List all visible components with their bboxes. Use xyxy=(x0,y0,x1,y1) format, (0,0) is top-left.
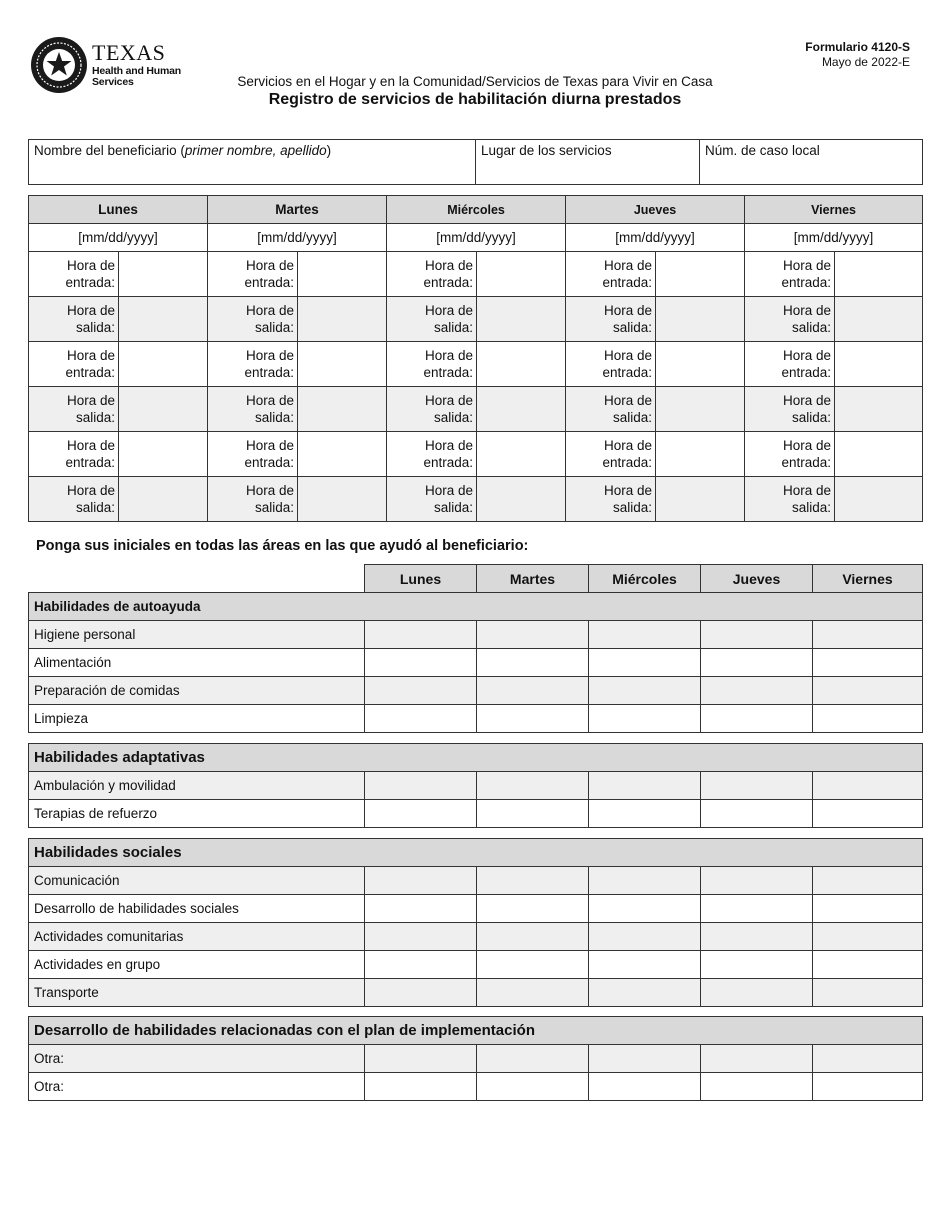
initials-cell[interactable] xyxy=(589,1073,701,1101)
time-label-line2: salida: xyxy=(254,500,295,515)
initials-cell[interactable] xyxy=(813,1073,923,1101)
time-out-label xyxy=(745,477,835,522)
beneficiary-name-field[interactable] xyxy=(29,140,476,185)
skill-row xyxy=(29,800,923,828)
skill-row xyxy=(29,867,923,895)
initials-cell[interactable] xyxy=(813,867,923,895)
time-label-line2: salida: xyxy=(433,320,474,335)
time-in-field[interactable] xyxy=(119,252,208,297)
date-field[interactable]: [mm/dd/yyyy] xyxy=(745,224,923,252)
time-in-field[interactable] xyxy=(835,252,923,297)
skill-label: Alimentación xyxy=(29,649,365,677)
day-header: Jueves xyxy=(566,196,745,224)
form-number: Formulario 4120-S xyxy=(805,40,910,54)
time-in-label xyxy=(387,342,477,387)
time-out-field[interactable] xyxy=(119,387,208,432)
skill-row xyxy=(29,621,923,649)
initials-cell[interactable] xyxy=(477,800,589,828)
time-label-line2: salida: xyxy=(75,320,115,335)
initials-cell[interactable] xyxy=(589,649,701,677)
initials-cell[interactable] xyxy=(813,772,923,800)
section-title: Desarrollo de habilidades relacionadas con el plan de implementación xyxy=(29,1017,923,1045)
time-label-line1: Hora de xyxy=(783,303,832,318)
dates-row xyxy=(29,224,923,252)
initials-cell[interactable] xyxy=(477,923,589,951)
case-number-label: Núm. de caso local xyxy=(705,143,820,158)
date-field[interactable]: [mm/dd/yyyy] xyxy=(566,224,745,252)
page-title: Registro de servicios de habilitación diurna prestados xyxy=(268,91,682,108)
initials-cell[interactable] xyxy=(365,705,477,733)
time-out-row xyxy=(29,297,923,342)
initials-cell[interactable] xyxy=(701,1045,813,1073)
time-label-line1: Hora de xyxy=(604,258,653,273)
initials-cell[interactable] xyxy=(701,951,813,979)
time-in-field[interactable] xyxy=(119,432,208,477)
time-label-line2: salida: xyxy=(75,500,115,515)
initials-cell[interactable] xyxy=(477,867,589,895)
time-out-label xyxy=(387,387,477,432)
initials-cell[interactable] xyxy=(589,923,701,951)
initials-cell[interactable] xyxy=(589,895,701,923)
time-label-line1: Hora de xyxy=(604,483,653,498)
initials-cell[interactable] xyxy=(813,1045,923,1073)
time-in-label xyxy=(566,252,656,297)
time-label-line1: Hora de xyxy=(424,393,474,408)
time-out-label xyxy=(566,477,656,522)
time-label-line2: salida: xyxy=(254,410,295,425)
initials-cell[interactable] xyxy=(477,1073,589,1101)
time-label-line1: Hora de xyxy=(783,438,832,453)
initials-cell[interactable] xyxy=(365,923,477,951)
initials-cell[interactable] xyxy=(365,951,477,979)
skill-row xyxy=(29,923,923,951)
time-label-line1: Hora de xyxy=(245,348,295,363)
initials-cell[interactable] xyxy=(589,705,701,733)
initials-cell[interactable] xyxy=(701,621,813,649)
initials-cell[interactable] xyxy=(477,705,589,733)
time-label-line2: entrada: xyxy=(423,275,474,290)
logo-texas-text: TEXAS xyxy=(92,40,166,65)
skill-row xyxy=(29,1045,923,1073)
time-out-row xyxy=(29,477,923,522)
time-label-line1: Hora de xyxy=(783,393,832,408)
time-out-label xyxy=(208,297,298,342)
time-out-field[interactable] xyxy=(656,477,745,522)
section-header-row xyxy=(29,744,923,772)
initials-cell[interactable] xyxy=(813,621,923,649)
time-in-label xyxy=(208,342,298,387)
time-in-label xyxy=(29,432,119,477)
time-out-label xyxy=(566,297,656,342)
initials-cell[interactable] xyxy=(365,800,477,828)
time-in-field[interactable] xyxy=(477,342,566,387)
initials-cell[interactable] xyxy=(477,895,589,923)
initials-cell[interactable] xyxy=(477,772,589,800)
service-location-field[interactable] xyxy=(476,140,700,185)
time-in-field[interactable] xyxy=(298,432,387,477)
skill-label: Comunicación xyxy=(29,867,365,895)
initials-cell[interactable] xyxy=(589,677,701,705)
page-subtitle: Servicios en el Hogar y en la Comunidad/Servicios de Texas para Vivir en Casa xyxy=(237,74,713,89)
time-in-label xyxy=(29,342,119,387)
section-header-row xyxy=(29,1017,923,1045)
section-header-row xyxy=(29,839,923,867)
date-field[interactable]: [mm/dd/yyyy] xyxy=(387,224,566,252)
initials-cell[interactable] xyxy=(589,951,701,979)
initials-cell[interactable] xyxy=(813,800,923,828)
time-label-line2: entrada: xyxy=(602,365,653,380)
skills-header-row xyxy=(29,565,923,593)
time-out-row xyxy=(29,387,923,432)
initials-cell[interactable] xyxy=(365,1073,477,1101)
initials-cell[interactable] xyxy=(477,649,589,677)
time-label-line1: Hora de xyxy=(66,348,115,363)
time-label-line1: Hora de xyxy=(245,483,295,498)
time-label-line2: salida: xyxy=(613,500,653,515)
time-out-label xyxy=(387,297,477,342)
time-out-field[interactable] xyxy=(298,387,387,432)
initials-cell[interactable] xyxy=(813,895,923,923)
initials-cell[interactable] xyxy=(701,895,813,923)
time-label-line1: Hora de xyxy=(783,348,832,363)
initials-cell[interactable] xyxy=(813,677,923,705)
skill-label: Actividades en grupo xyxy=(29,951,365,979)
time-out-label xyxy=(387,477,477,522)
time-label-line2: salida: xyxy=(613,320,653,335)
beneficiary-name-label: Nombre del beneficiario ( xyxy=(34,143,185,158)
time-label-line1: Hora de xyxy=(66,303,115,318)
time-label-line1: Hora de xyxy=(66,483,115,498)
initials-cell[interactable] xyxy=(589,979,701,1007)
time-in-field[interactable] xyxy=(477,252,566,297)
time-label-line1: Hora de xyxy=(66,258,115,273)
time-label-line1: Hora de xyxy=(604,438,653,453)
time-label-line1: Hora de xyxy=(424,483,474,498)
skill-row xyxy=(29,1073,923,1101)
skill-row xyxy=(29,772,923,800)
time-out-field[interactable] xyxy=(119,297,208,342)
initials-cell[interactable] xyxy=(813,705,923,733)
initials-cell[interactable] xyxy=(701,867,813,895)
time-out-label xyxy=(745,387,835,432)
initials-cell[interactable] xyxy=(701,677,813,705)
section-title: Habilidades de autoayuda xyxy=(29,593,923,621)
time-label-line2: salida: xyxy=(75,410,115,425)
time-label-line1: Hora de xyxy=(245,438,295,453)
time-out-field[interactable] xyxy=(298,477,387,522)
initials-cell[interactable] xyxy=(701,800,813,828)
initials-cell[interactable] xyxy=(701,979,813,1007)
time-out-label xyxy=(745,297,835,342)
initials-cell[interactable] xyxy=(365,895,477,923)
skills-day-header: Miércoles xyxy=(589,565,701,593)
section-header-row xyxy=(29,593,923,621)
time-in-field[interactable] xyxy=(298,252,387,297)
time-out-label xyxy=(566,387,656,432)
logo-subtitle-line2: Services xyxy=(92,75,134,88)
initials-cell[interactable] xyxy=(477,677,589,705)
time-out-label xyxy=(29,477,119,522)
time-label-line2: salida: xyxy=(792,410,832,425)
skill-row xyxy=(29,705,923,733)
blank-header-cell xyxy=(29,565,365,593)
time-out-field[interactable] xyxy=(298,297,387,342)
initials-instruction: Ponga sus iniciales en todas las áreas en las que ayudó al beneficiario: xyxy=(36,538,529,554)
time-label-line2: salida: xyxy=(433,500,474,515)
time-label-line1: Hora de xyxy=(424,438,474,453)
time-in-label xyxy=(745,342,835,387)
skill-row xyxy=(29,895,923,923)
skills-day-header: Viernes xyxy=(813,565,923,593)
time-label-line2: entrada: xyxy=(65,455,115,470)
initials-cell[interactable] xyxy=(589,867,701,895)
initials-cell[interactable] xyxy=(589,800,701,828)
time-in-field[interactable] xyxy=(298,342,387,387)
initials-cell[interactable] xyxy=(813,951,923,979)
time-label-line2: entrada: xyxy=(244,455,295,470)
skill-row xyxy=(29,677,923,705)
time-out-label xyxy=(208,477,298,522)
time-label-line2: salida: xyxy=(792,500,832,515)
logo-subtitle-line1: Health and Human xyxy=(92,65,181,77)
time-label-line1: Hora de xyxy=(424,258,474,273)
initials-cell[interactable] xyxy=(589,621,701,649)
time-label-line2: entrada: xyxy=(65,365,115,380)
time-out-field[interactable] xyxy=(477,297,566,342)
skill-label: Otra: xyxy=(29,1073,365,1101)
time-label-line2: entrada: xyxy=(244,275,295,290)
time-in-field[interactable] xyxy=(656,432,745,477)
time-in-field[interactable] xyxy=(656,252,745,297)
initials-cell[interactable] xyxy=(477,1045,589,1073)
time-label-line2: salida: xyxy=(254,320,295,335)
time-out-field[interactable] xyxy=(477,477,566,522)
time-log-table xyxy=(28,195,923,522)
time-label-line1: Hora de xyxy=(783,258,832,273)
time-label-line1: Hora de xyxy=(604,303,653,318)
time-in-label xyxy=(387,252,477,297)
initials-cell[interactable] xyxy=(365,649,477,677)
skill-label: Desarrollo de habilidades sociales xyxy=(29,895,365,923)
time-label-line2: entrada: xyxy=(65,275,115,290)
time-out-field[interactable] xyxy=(835,387,923,432)
skill-row xyxy=(29,951,923,979)
time-in-label xyxy=(208,432,298,477)
time-label-line2: entrada: xyxy=(781,275,832,290)
initials-cell[interactable] xyxy=(477,979,589,1007)
initials-cell[interactable] xyxy=(813,979,923,1007)
time-label-line1: Hora de xyxy=(424,348,474,363)
time-label-line2: entrada: xyxy=(423,365,474,380)
initials-cell[interactable] xyxy=(589,772,701,800)
day-header: Martes xyxy=(208,196,387,224)
skill-label: Otra: xyxy=(29,1045,365,1073)
time-in-label xyxy=(566,432,656,477)
case-number-field[interactable] xyxy=(700,140,923,185)
time-label-line2: salida: xyxy=(613,410,653,425)
time-label-line1: Hora de xyxy=(245,393,295,408)
time-label-line1: Hora de xyxy=(245,303,295,318)
time-label-line1: Hora de xyxy=(424,303,474,318)
time-label-line2: salida: xyxy=(433,410,474,425)
initials-cell[interactable] xyxy=(701,1073,813,1101)
time-out-field[interactable] xyxy=(656,387,745,432)
form-number-block xyxy=(805,40,910,70)
skills-day-header: Jueves xyxy=(701,565,813,593)
skill-label: Ambulación y movilidad xyxy=(29,772,365,800)
service-location-label: Lugar de los servicios xyxy=(481,143,612,158)
skills-day-header: Martes xyxy=(477,565,589,593)
initials-cell[interactable] xyxy=(365,979,477,1007)
days-header-row xyxy=(29,196,923,224)
time-in-row xyxy=(29,432,923,477)
date-field[interactable]: [mm/dd/yyyy] xyxy=(208,224,387,252)
skills-table xyxy=(28,1016,923,1101)
beneficiary-info-table xyxy=(28,139,923,185)
day-header: Lunes xyxy=(29,196,208,224)
time-out-field[interactable] xyxy=(835,297,923,342)
skill-label: Actividades comunitarias xyxy=(29,923,365,951)
time-label-line1: Hora de xyxy=(66,393,115,408)
initials-cell[interactable] xyxy=(477,621,589,649)
skills-table xyxy=(28,564,923,733)
time-label-line1: Hora de xyxy=(604,393,653,408)
time-in-label xyxy=(208,252,298,297)
time-label-line1: Hora de xyxy=(604,348,653,363)
time-label-line2: salida: xyxy=(792,320,832,335)
time-label-line1: Hora de xyxy=(245,258,295,273)
skill-row xyxy=(29,649,923,677)
skill-row xyxy=(29,979,923,1007)
time-label-line1: Hora de xyxy=(783,483,832,498)
time-out-label xyxy=(29,297,119,342)
time-label-line2: entrada: xyxy=(244,365,295,380)
initials-cell[interactable] xyxy=(701,649,813,677)
initials-cell[interactable] xyxy=(365,772,477,800)
time-in-field[interactable] xyxy=(119,342,208,387)
time-out-field[interactable] xyxy=(835,477,923,522)
initials-cell[interactable] xyxy=(477,951,589,979)
skills-day-header: Lunes xyxy=(365,565,477,593)
skills-table xyxy=(28,838,923,1007)
initials-cell[interactable] xyxy=(365,867,477,895)
time-label-line2: entrada: xyxy=(602,275,653,290)
initials-cell[interactable] xyxy=(589,1045,701,1073)
time-label-line2: entrada: xyxy=(781,365,832,380)
time-in-label xyxy=(29,252,119,297)
initials-cell[interactable] xyxy=(365,1045,477,1073)
skills-table xyxy=(28,743,923,828)
skill-label: Transporte xyxy=(29,979,365,1007)
time-in-label xyxy=(387,432,477,477)
skill-label: Terapias de refuerzo xyxy=(29,800,365,828)
time-out-label xyxy=(208,387,298,432)
initials-cell[interactable] xyxy=(813,923,923,951)
time-in-field[interactable] xyxy=(656,342,745,387)
initials-cell[interactable] xyxy=(701,923,813,951)
beneficiary-name-label-end: ) xyxy=(326,143,332,158)
day-header: Miércoles xyxy=(387,196,566,224)
time-in-field[interactable] xyxy=(477,432,566,477)
time-in-field[interactable] xyxy=(835,342,923,387)
skill-label: Limpieza xyxy=(29,705,365,733)
time-in-label xyxy=(745,252,835,297)
date-field[interactable]: [mm/dd/yyyy] xyxy=(29,224,208,252)
skill-label: Higiene personal xyxy=(29,621,365,649)
time-label-line2: entrada: xyxy=(781,455,832,470)
initials-cell[interactable] xyxy=(701,705,813,733)
initials-cell[interactable] xyxy=(701,772,813,800)
beneficiary-name-hint: primer nombre, apellido xyxy=(184,143,327,158)
skill-label: Preparación de comidas xyxy=(29,677,365,705)
section-title: Habilidades adaptativas xyxy=(29,744,923,772)
time-in-field[interactable] xyxy=(835,432,923,477)
initials-cell[interactable] xyxy=(813,649,923,677)
time-in-row xyxy=(29,342,923,387)
form-date: Mayo de 2022-E xyxy=(821,55,910,69)
initials-cell[interactable] xyxy=(365,677,477,705)
section-title: Habilidades sociales xyxy=(29,839,923,867)
day-header: Viernes xyxy=(745,196,923,224)
time-in-label xyxy=(566,342,656,387)
time-out-field[interactable] xyxy=(119,477,208,522)
time-in-label xyxy=(745,432,835,477)
time-label-line2: entrada: xyxy=(423,455,474,470)
time-out-field[interactable] xyxy=(477,387,566,432)
time-out-field[interactable] xyxy=(656,297,745,342)
time-out-label xyxy=(29,387,119,432)
time-label-line2: entrada: xyxy=(602,455,653,470)
initials-cell[interactable] xyxy=(365,621,477,649)
time-in-row xyxy=(29,252,923,297)
time-label-line1: Hora de xyxy=(66,438,115,453)
